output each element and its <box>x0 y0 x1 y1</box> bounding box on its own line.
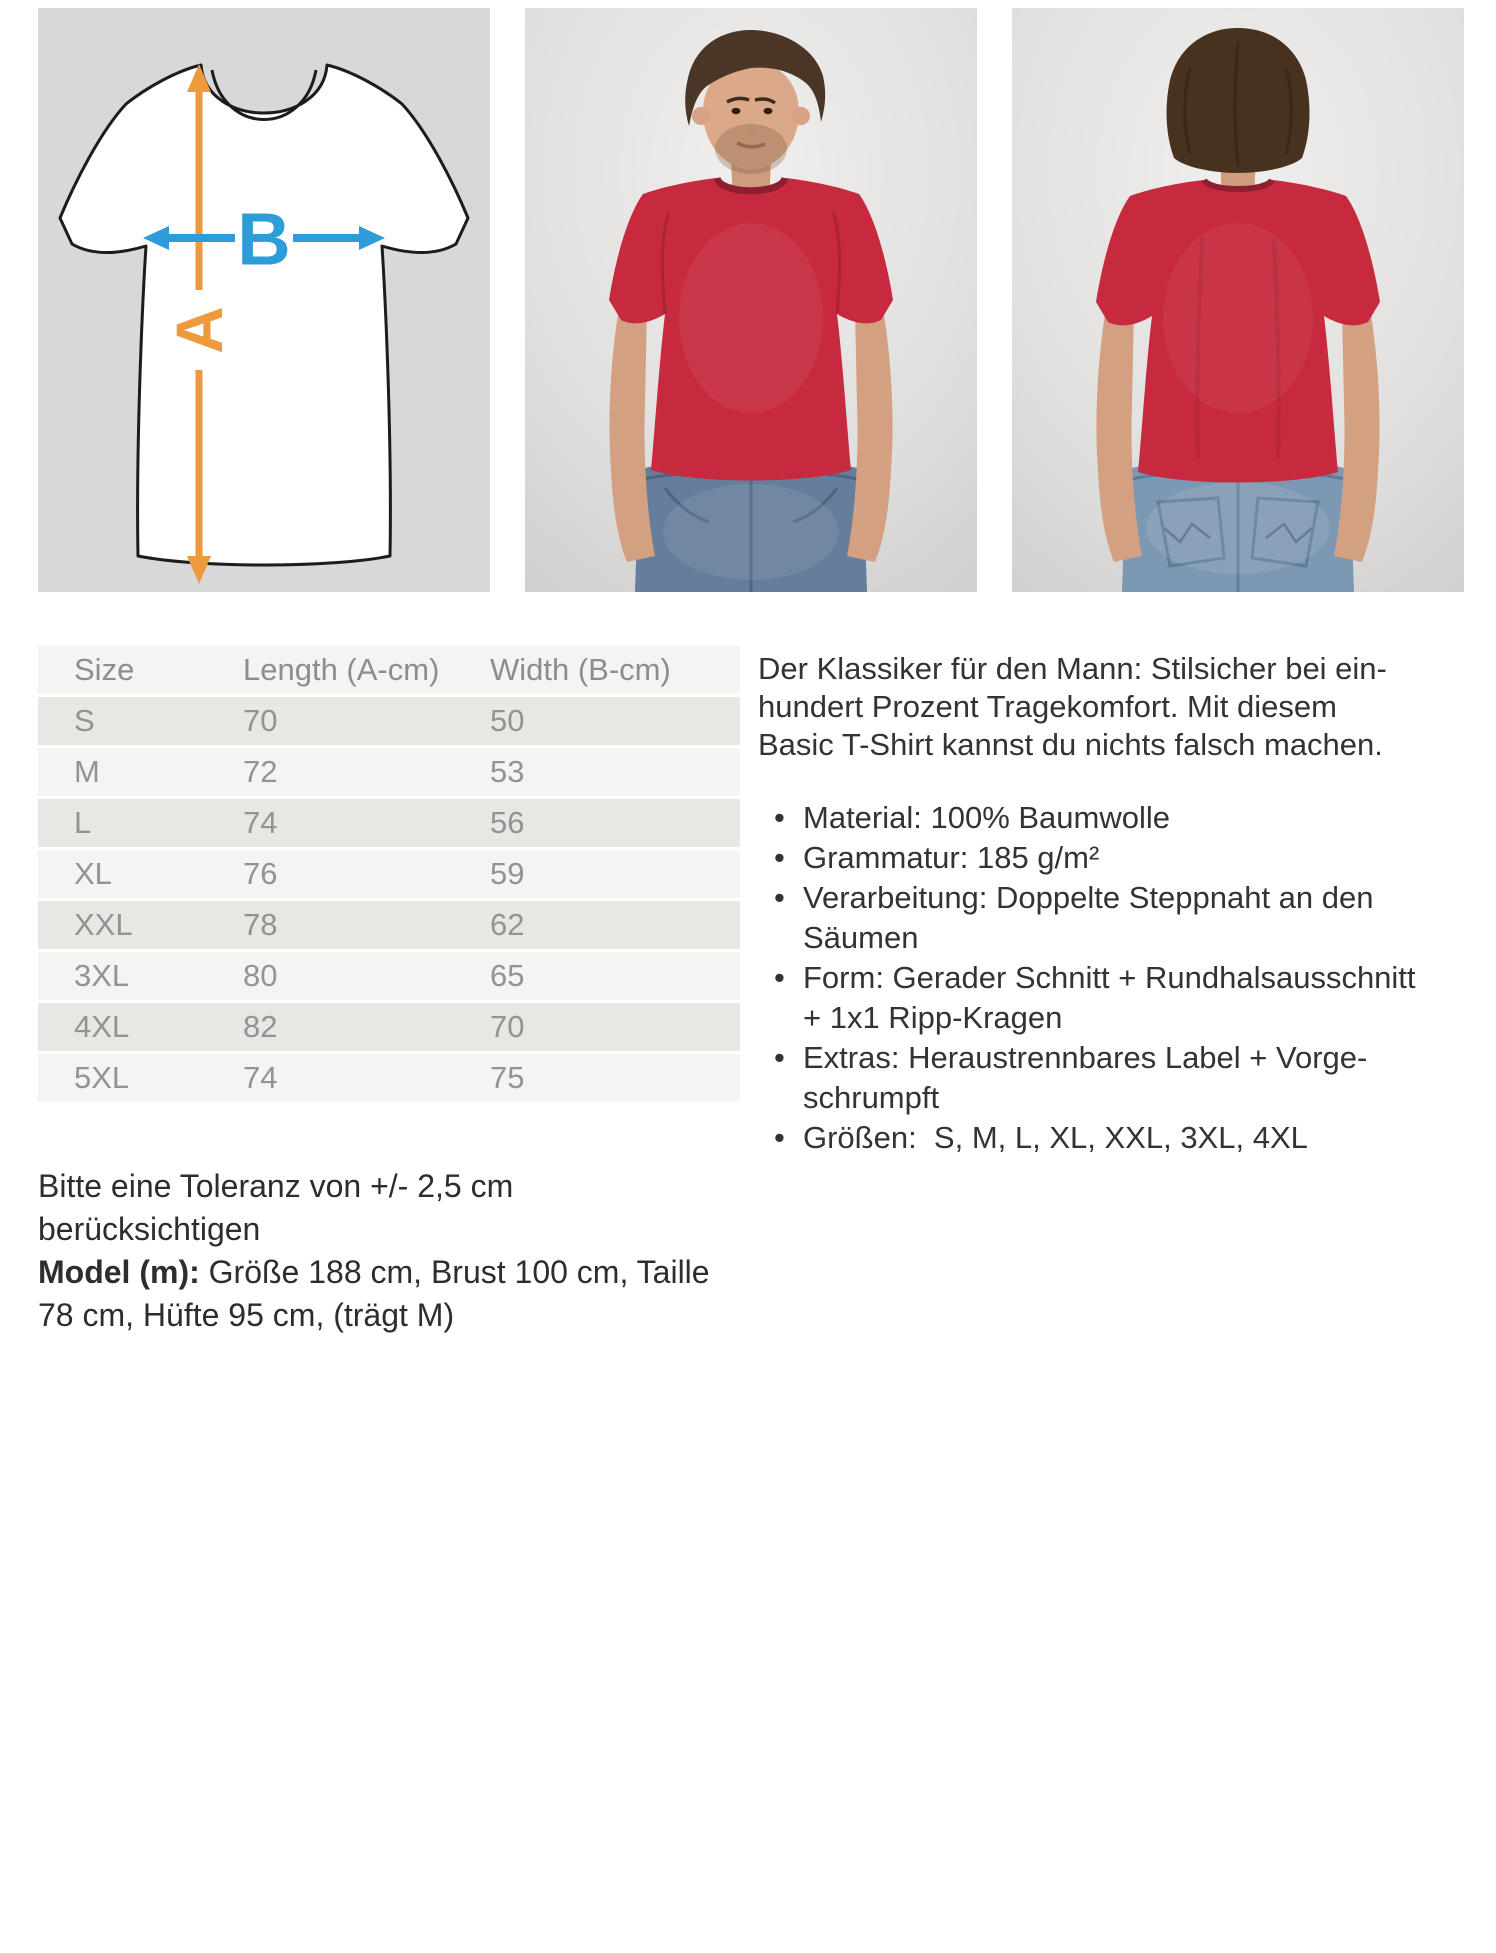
table-row <box>38 900 740 951</box>
width-cell: 53 <box>490 747 740 798</box>
size-chart-column <box>38 646 740 1337</box>
model-front-photo <box>525 8 977 592</box>
size-table-body <box>38 696 740 1104</box>
length-cell: 70 <box>243 696 490 747</box>
bullet-icon: • <box>774 840 785 875</box>
size-cell: M <box>38 747 243 798</box>
bullet-icon: • <box>774 800 785 835</box>
size-table-header-row <box>38 646 740 696</box>
feature-item-line: Größen: S, M, L, XL, XXL, 3XL, 4XL <box>803 1120 1308 1155</box>
model-note <box>38 1251 740 1294</box>
bullet-icon: • <box>774 1120 785 1155</box>
bullet-icon: • <box>774 1040 785 1075</box>
feature-item-line: Extras: Heraustrennbares Label + Vorge- <box>803 1040 1368 1075</box>
feature-item-line: Verarbeitung: Doppelte Steppnaht an den <box>803 880 1374 915</box>
size-cell: 3XL <box>38 951 243 1002</box>
width-cell: 75 <box>490 1053 740 1104</box>
model-note-text: Größe 188 cm, Brust 100 cm, Taille <box>199 1254 710 1290</box>
table-row <box>38 951 740 1002</box>
bullet-icon: • <box>774 960 785 995</box>
size-cell: 5XL <box>38 1053 243 1104</box>
length-cell: 76 <box>243 849 490 900</box>
size-cell: XL <box>38 849 243 900</box>
size-cell: S <box>38 696 243 747</box>
description-intro-line: hundert Prozent Tragekomfort. Mit diesem <box>758 689 1337 724</box>
table-row <box>38 849 740 900</box>
size-table <box>38 646 740 1105</box>
length-cell: 82 <box>243 1002 490 1053</box>
product-description <box>758 646 1460 1158</box>
width-cell: 56 <box>490 798 740 849</box>
feature-item <box>758 878 1460 958</box>
feature-item-line: Grammatur: 185 g/m² <box>803 840 1100 875</box>
length-cell: 72 <box>243 747 490 798</box>
description-intro <box>758 646 1460 764</box>
size-notes <box>38 1165 740 1337</box>
size-cell: XXL <box>38 900 243 951</box>
feature-item-line: schrumpft <box>803 1080 940 1115</box>
length-cell: 74 <box>243 1053 490 1104</box>
width-cell: 70 <box>490 1002 740 1053</box>
model-front-svg <box>525 8 977 592</box>
feature-item <box>758 958 1460 1038</box>
length-cell: 80 <box>243 951 490 1002</box>
table-row <box>38 747 740 798</box>
feature-item <box>758 798 1460 838</box>
table-row <box>38 798 740 849</box>
width-cell: 65 <box>490 951 740 1002</box>
label-b: B <box>237 197 291 281</box>
table-row <box>38 696 740 747</box>
width-column-header: Width (B-cm) <box>490 646 740 696</box>
label-a: A <box>162 306 236 354</box>
description-intro-line: Basic T-Shirt kannst du nichts falsch machen. <box>758 727 1383 762</box>
feature-item-line: Material: 100% Baumwolle <box>803 800 1171 835</box>
width-cell: 59 <box>490 849 740 900</box>
length-column-header: Length (A-cm) <box>243 646 490 696</box>
feature-item-line: Form: Gerader Schnitt + Rundhalsausschnitt <box>803 960 1416 995</box>
model-note-line2: 78 cm, Hüfte 95 cm, (trägt M) <box>38 1297 455 1333</box>
feature-item <box>758 1038 1460 1118</box>
feature-item-line: Säumen <box>803 920 919 955</box>
size-column-header: Size <box>38 646 243 696</box>
description-intro-line: Der Klassiker für den Mann: Stilsicher bei ein- <box>758 651 1387 686</box>
details-section <box>38 646 1460 1337</box>
model-back-photo <box>1012 8 1464 592</box>
length-cell: 74 <box>243 798 490 849</box>
product-images-row <box>38 8 1464 592</box>
bullet-icon: • <box>774 880 785 915</box>
tolerance-note: Bitte eine Toleranz von +/- 2,5 cm berücksichtigen <box>38 1168 523 1247</box>
width-cell: 62 <box>490 900 740 951</box>
table-row <box>38 1053 740 1104</box>
table-row <box>38 1002 740 1053</box>
model-note-label: Model (m): <box>38 1254 200 1290</box>
size-diagram-svg <box>38 8 490 592</box>
model-back-svg <box>1012 8 1464 592</box>
width-cell: 50 <box>490 696 740 747</box>
feature-item-line: + 1x1 Ripp-Kragen <box>803 1000 1063 1035</box>
size-cell: L <box>38 798 243 849</box>
feature-item <box>758 1118 1460 1158</box>
feature-item <box>758 838 1460 878</box>
feature-list <box>758 798 1460 1158</box>
size-cell: 4XL <box>38 1002 243 1053</box>
length-cell: 78 <box>243 900 490 951</box>
size-diagram-image <box>38 8 490 592</box>
